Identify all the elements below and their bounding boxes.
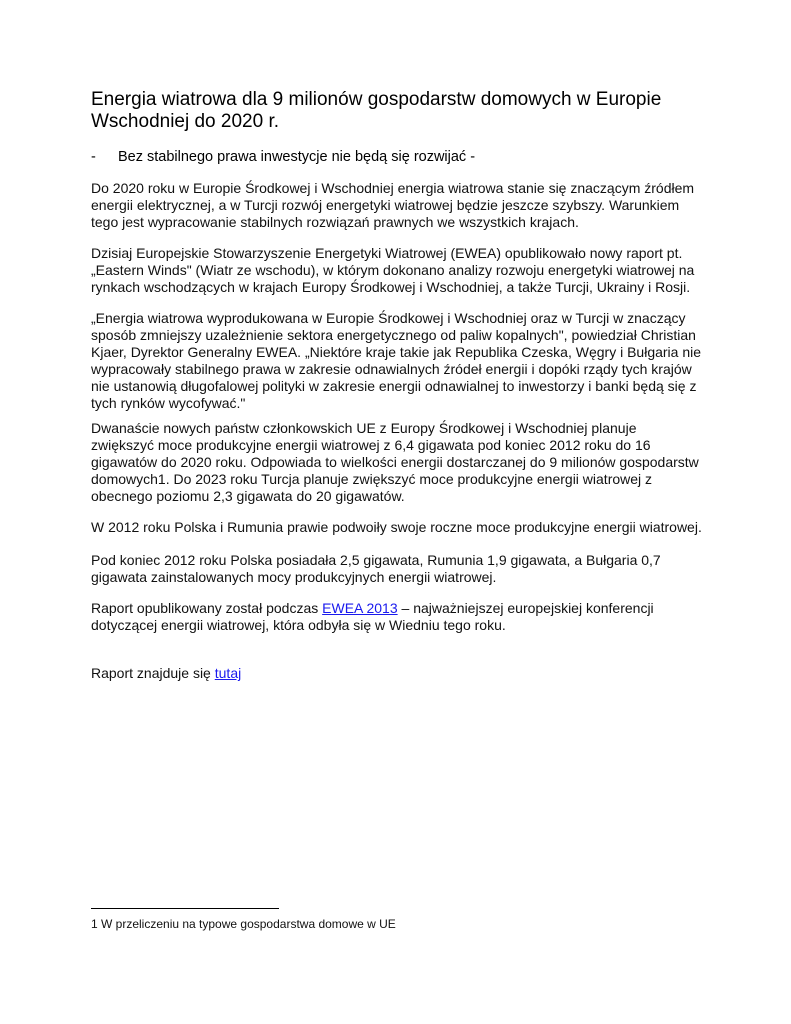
conference-text-after: – najważniejszej europejskiej konferencji dotyczącej energii wiatrowej, która odbyła się w Wiedniu tego roku. — [91, 600, 654, 633]
paragraph-installed: Pod koniec 2012 roku Polska posiadała 2,5 gigawata, Rumunia 1,9 gigawata, a Bułgaria 0,7 gigawata zainstalowanych mocy produkcyjnych energii wiatrowej. — [91, 552, 661, 585]
paragraph-report-link — [91, 665, 703, 682]
subtitle-text: Bez stabilnego prawa inwestycje nie będą się rozwijać - — [118, 149, 476, 165]
paragraph-conference — [91, 600, 703, 634]
document-title: Energia wiatrowa dla 9 milionów gospodarstw domowych w Europie Wschodniej do 2020 r. — [91, 89, 662, 132]
footnote: 1 W przeliczeniu na typowe gospodarstwa domowe w UE — [91, 917, 396, 931]
paragraph-intro: Do 2020 roku w Europie Środkowej i Wschodniej energia wiatrowa stanie się znaczącym źródłem energii elektrycznej, a w Turcji rozwój energetyki wiatrowej będzie jeszcze szybszy. Warunkiem tego jest wypracowanie stabilnych rozwiązań prawnych we wszystkich krajach. — [91, 180, 695, 230]
report-here-link[interactable]: tutaj — [214, 665, 242, 681]
ewea-2013-link[interactable]: EWEA 2013 — [322, 600, 398, 616]
subtitle-dash: - — [91, 149, 96, 165]
paragraph-poland-romania: W 2012 roku Polska i Rumunia prawie podwoiły swoje roczne moce produkcyjne energii wiatrowej. — [91, 519, 702, 535]
paragraph-quote: „Energia wiatrowa wyprodukowana w Europie Środkowej i Wschodniej oraz w Turcji w znaczący sposób zmniejszy uzależnienie sektora energetycznego od paliw kopalnych", powiedział Christian Kjaer, Dyrektor Generalny EWEA. „Niektóre kraje takie jak Republika Czeska, Węgry i Bułgaria nie wypracowały stabilnego prawa w zakresie odnawialnych źródeł energii i dopóki rządy tych krajów nie ustanowią długofalowej polityki w zakresie energii odnawialnej to inwestorzy i banki będą się z tych rynków wycofywać." — [91, 310, 702, 411]
footnote-separator — [91, 908, 279, 909]
report-text: Raport znajduje się — [91, 665, 211, 681]
paragraph-report: Dzisiaj Europejskie Stowarzyszenie Energetyki Wiatrowej (EWEA) opublikowało nowy raport pt. „Eastern Winds" (Wiatr ze wschodu), w którym dokonano analizy rozwoju energetyki wiatrowej na rynkach wschodzących w krajach Europy Środkowej i Wschodniej, a także Turcji, Ukrainy i Rosji. — [91, 245, 695, 295]
subtitle — [91, 148, 475, 166]
paragraph-capacity: Dwanaście nowych państw członkowskich UE z Europy Środkowej i Wschodniej planuje zwiększyć moce produkcyjne energii wiatrowej z 6,4 gigawata pod koniec 2012 roku do 16 gigawatów do 2020 roku. Odpowiada to wielkości energii dostarczanej do 9 milionów gospodarstw domowych1. Do 2023 roku Turcja planuje zwiększyć moce produkcyjne energii wiatrowej z obecnego poziomu 2,3 gigawata do 20 gigawatów. — [91, 420, 699, 504]
conference-text-before: Raport opublikowany został podczas — [91, 600, 319, 616]
